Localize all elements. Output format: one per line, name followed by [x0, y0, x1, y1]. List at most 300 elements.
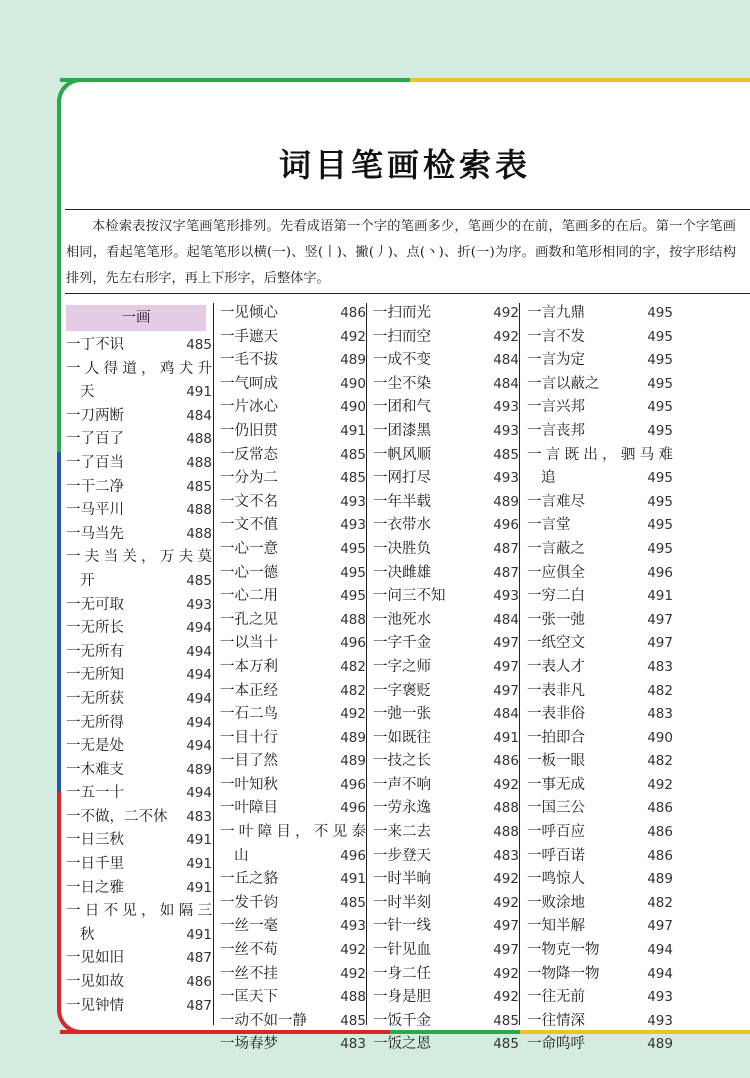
entry-word: 一马当先 — [66, 525, 124, 542]
entry-word: 一石二鸟 — [220, 706, 278, 723]
entry-page-number: 483 — [340, 1036, 366, 1053]
index-entry — [66, 523, 212, 547]
entry-page-number: 496 — [340, 800, 366, 817]
index-entry — [373, 538, 519, 562]
index-entry — [373, 585, 519, 609]
entry-word-line2: 开 — [80, 572, 95, 589]
index-entry — [527, 986, 673, 1010]
entry-page-number: 496 — [647, 564, 673, 581]
index-column-4 — [527, 302, 673, 1057]
entry-word: 一张一弛 — [527, 611, 585, 628]
index-entry — [527, 680, 673, 704]
entry-page-number: 492 — [493, 776, 519, 793]
entry-page-number: 489 — [340, 352, 366, 369]
entry-page-number: 485 — [340, 894, 366, 911]
entry-page-number: 482 — [340, 682, 366, 699]
entry-page-number: 487 — [186, 950, 212, 967]
entry-word: 一片冰心 — [220, 399, 278, 416]
index-entry — [220, 821, 366, 868]
entry-page-number: 497 — [647, 918, 673, 935]
index-entry — [527, 491, 673, 515]
entry-word: 一五一十 — [66, 785, 124, 802]
entry-page-number: 492 — [493, 871, 519, 888]
index-entry — [527, 420, 673, 444]
index-entry — [527, 302, 673, 326]
index-entry — [220, 868, 366, 892]
entry-word: 一问三不知 — [373, 588, 446, 605]
index-entry — [527, 774, 673, 798]
entry-word: 一干二净 — [66, 478, 124, 495]
entry-page-number: 495 — [340, 540, 366, 557]
entry-page-number: 486 — [340, 305, 366, 321]
entry-page-number: 489 — [340, 753, 366, 770]
top-border-green — [60, 78, 410, 82]
entry-word: 一言兴邦 — [527, 399, 585, 416]
index-entry — [373, 514, 519, 538]
entry-page-number: 493 — [186, 596, 212, 613]
entry-page-number: 497 — [493, 658, 519, 675]
entry-page-number: 485 — [186, 337, 212, 353]
entry-page-number: 495 — [647, 540, 673, 557]
index-column-1 — [66, 302, 212, 1018]
index-entry — [220, 963, 366, 987]
entry-word: 一团漆黑 — [373, 422, 431, 439]
index-entry — [527, 349, 673, 373]
entry-page-number: 488 — [340, 611, 366, 628]
entry-word: 一本万利 — [220, 658, 278, 675]
index-entry — [373, 632, 519, 656]
entry-page-number: 485 — [493, 1036, 519, 1053]
entry-page-number: 486 — [647, 824, 673, 841]
entry-word: 一木难支 — [66, 761, 124, 778]
entry-word: 一丝不挂 — [220, 965, 278, 982]
entry-word: 一身是胆 — [373, 989, 431, 1006]
entry-page-number: 496 — [340, 635, 366, 652]
entry-page-number: 493 — [340, 517, 366, 534]
index-column-2 — [220, 302, 366, 1057]
entry-word: 一孔之见 — [220, 611, 278, 628]
entry-page-number: 494 — [186, 643, 212, 660]
entry-word: 一反常态 — [220, 446, 278, 463]
entry-word: 一文不名 — [220, 493, 278, 510]
entry-page-number: 495 — [340, 588, 366, 605]
entry-word: 一目十行 — [220, 729, 278, 746]
index-entry — [66, 712, 212, 736]
intro-bottom-rule — [65, 293, 750, 294]
entry-word: 一见如旧 — [66, 950, 124, 967]
entry-page-number: 492 — [647, 776, 673, 793]
index-entry — [66, 995, 212, 1019]
section-heading: 一画 — [66, 305, 206, 331]
index-entry — [220, 491, 366, 515]
entry-page-number: 491 — [186, 856, 212, 873]
entry-word: 一表非俗 — [527, 706, 585, 723]
index-entry — [527, 562, 673, 586]
entry-page-number: 497 — [493, 682, 519, 699]
entry-word: 一物克一物 — [527, 942, 600, 959]
index-entry — [373, 420, 519, 444]
index-entry — [220, 680, 366, 704]
entry-page-number: 489 — [493, 493, 519, 510]
entry-page-number: 490 — [340, 375, 366, 392]
index-entry — [373, 963, 519, 987]
index-entry — [220, 420, 366, 444]
entry-page-number: 494 — [186, 738, 212, 755]
index-entry — [220, 444, 366, 468]
index-entry — [66, 759, 212, 783]
entry-page-number: 488 — [186, 454, 212, 471]
entry-page-number: 488 — [493, 824, 519, 841]
entry-page-number: 493 — [647, 1012, 673, 1029]
entry-word: 一决胜负 — [373, 540, 431, 557]
index-entry — [66, 594, 212, 618]
entry-page-number: 488 — [493, 800, 519, 817]
entry-page-number: 488 — [186, 502, 212, 519]
index-entry — [373, 774, 519, 798]
index-entry — [220, 892, 366, 916]
index-entry — [220, 349, 366, 373]
entry-word: 一刀两断 — [66, 407, 124, 424]
intro-paragraph: 本检索表按汉字笔画笔形排列。先看成语第一个字的笔画多少，笔画少的在前，笔画多的在后。第一个字笔画相同，看起笔笔形。起笔笔形以横(一)、竖(丨)、撇(丿)、点(丶)、折(一)为序。画数和笔形相同的字，按字形结构排列，先左右形字，再上下形字，后整体字。 — [66, 219, 736, 286]
entry-page-number: 482 — [647, 753, 673, 770]
entry-word: 一字之师 — [373, 658, 431, 675]
index-entry — [373, 562, 519, 586]
index-entry — [527, 797, 673, 821]
index-entry — [220, 986, 366, 1010]
entry-page-number: 484 — [493, 706, 519, 723]
entry-page-number: 494 — [186, 667, 212, 684]
index-entry — [373, 727, 519, 751]
entry-word: 一匡天下 — [220, 989, 278, 1006]
entry-word: 一无所有 — [66, 643, 124, 660]
entry-page-number: 491 — [186, 384, 212, 401]
index-entry — [66, 641, 212, 665]
index-entry — [66, 877, 212, 901]
index-entry — [527, 915, 673, 939]
entry-word: 一心一意 — [220, 540, 278, 557]
entry-word: 一无是处 — [66, 738, 124, 755]
index-entry — [373, 821, 519, 845]
entry-word: 一团和气 — [373, 399, 431, 416]
entry-word: 一物降一物 — [527, 965, 600, 982]
entry-word-line1: 一叶障目，不见泰 — [220, 824, 366, 841]
entry-word: 一如既往 — [373, 729, 431, 746]
index-entry — [527, 373, 673, 397]
entry-word: 一言蔽之 — [527, 540, 585, 557]
entry-word: 一毛不拔 — [220, 352, 278, 369]
entry-word-line2: 山 — [234, 847, 249, 864]
entry-word: 一心二用 — [220, 588, 278, 605]
left-border-red — [57, 792, 61, 1012]
entry-page-number: 488 — [340, 989, 366, 1006]
entry-page-number: 483 — [647, 706, 673, 723]
index-entry — [66, 546, 212, 593]
entry-word: 一无所长 — [66, 620, 124, 637]
entry-page-number: 486 — [493, 753, 519, 770]
entry-page-number: 487 — [493, 564, 519, 581]
entry-word: 一劳永逸 — [373, 800, 431, 817]
entry-word: 一技之长 — [373, 753, 431, 770]
index-entry — [373, 892, 519, 916]
entry-page-number: 493 — [340, 493, 366, 510]
entry-word: 一无可取 — [66, 596, 124, 613]
entry-word: 一尘不染 — [373, 375, 431, 392]
index-entry — [527, 868, 673, 892]
entry-word: 一场春梦 — [220, 1036, 278, 1053]
entry-word: 一弛一张 — [373, 706, 431, 723]
entry-word: 一言难尽 — [527, 493, 585, 510]
index-entry — [66, 853, 212, 877]
entry-page-number: 483 — [647, 658, 673, 675]
index-entry — [373, 797, 519, 821]
index-entry — [527, 1010, 673, 1034]
index-entry — [66, 782, 212, 806]
index-entry — [66, 358, 212, 405]
entry-page-number: 487 — [493, 540, 519, 557]
index-entry — [66, 900, 212, 947]
entry-page-number: 493 — [493, 399, 519, 416]
index-entry — [66, 405, 212, 429]
index-entry — [373, 444, 519, 468]
entry-word-line2: 追 — [541, 470, 556, 487]
entry-word: 一无所得 — [66, 714, 124, 731]
entry-page-number: 483 — [186, 808, 212, 825]
index-entry — [373, 1010, 519, 1034]
index-entry — [220, 585, 366, 609]
entry-word: 一丘之貉 — [220, 871, 278, 888]
entry-word: 一分为二 — [220, 470, 278, 487]
index-entry — [220, 326, 366, 350]
entry-page-number: 497 — [647, 635, 673, 652]
index-entry — [66, 428, 212, 452]
entry-page-number: 485 — [340, 446, 366, 463]
index-entry — [373, 302, 519, 326]
page-title: 词目笔画检索表 — [278, 146, 531, 184]
index-entry — [220, 396, 366, 420]
entry-page-number: 494 — [186, 690, 212, 707]
entry-page-number: 493 — [493, 470, 519, 487]
entry-page-number: 485 — [340, 1012, 366, 1029]
entry-page-number: 486 — [647, 847, 673, 864]
entry-page-number: 494 — [186, 785, 212, 802]
entry-page-number: 495 — [647, 470, 673, 487]
entry-page-number: 484 — [493, 611, 519, 628]
index-entry — [66, 476, 212, 500]
index-column-3 — [373, 302, 519, 1057]
entry-word: 一言不发 — [527, 328, 585, 345]
entry-word: 一鸣惊人 — [527, 871, 585, 888]
entry-page-number: 491 — [186, 832, 212, 849]
index-entry — [220, 915, 366, 939]
index-entry — [66, 688, 212, 712]
entry-page-number: 491 — [647, 588, 673, 605]
entry-page-number: 493 — [340, 918, 366, 935]
entry-word: 一步登天 — [373, 847, 431, 864]
entry-word: 一饭之恩 — [373, 1036, 431, 1053]
index-entry — [220, 727, 366, 751]
index-entry — [373, 845, 519, 869]
entry-word: 一命呜呼 — [527, 1036, 585, 1053]
entry-word: 一丝不苟 — [220, 942, 278, 959]
entry-page-number: 496 — [340, 847, 366, 864]
entry-page-number: 489 — [340, 729, 366, 746]
entry-word: 一板一眼 — [527, 753, 585, 770]
entry-word: 一饭千金 — [373, 1012, 431, 1029]
index-entry — [527, 892, 673, 916]
entry-word-line1: 一夫当关，万夫莫 — [66, 549, 212, 566]
entry-page-number: 485 — [493, 1012, 519, 1029]
index-entry — [220, 750, 366, 774]
entry-word-line1: 一日不见，如隔三 — [66, 903, 212, 920]
entry-word: 一手遮天 — [220, 328, 278, 345]
entry-page-number: 492 — [340, 706, 366, 723]
entry-page-number: 495 — [647, 375, 673, 392]
entry-word: 一言为定 — [527, 352, 585, 369]
entry-page-number: 495 — [647, 493, 673, 510]
entry-word: 一言堂 — [527, 517, 571, 534]
entry-word: 一纸空文 — [527, 635, 585, 652]
entry-page-number: 496 — [340, 776, 366, 793]
entry-word-line1: 一言既出，驷马难 — [527, 446, 673, 463]
entry-word: 一呼百诺 — [527, 847, 585, 864]
entry-word: 一日三秋 — [66, 832, 124, 849]
entry-page-number: 495 — [647, 328, 673, 345]
entry-page-number: 496 — [493, 517, 519, 534]
entry-page-number: 485 — [340, 470, 366, 487]
column-divider — [366, 303, 367, 1025]
entry-word: 一见倾心 — [220, 305, 278, 321]
entry-page-number: 493 — [647, 989, 673, 1006]
index-entry — [527, 632, 673, 656]
index-entry — [66, 452, 212, 476]
entry-word: 一字褒贬 — [373, 682, 431, 699]
entry-page-number: 484 — [493, 375, 519, 392]
entry-word-line1: 一人得道，鸡犬升 — [66, 360, 212, 377]
entry-word: 一言九鼎 — [527, 305, 585, 321]
entry-page-number: 491 — [186, 926, 212, 943]
index-entry — [527, 656, 673, 680]
entry-word-line2: 天 — [80, 384, 95, 401]
entry-page-number: 483 — [493, 847, 519, 864]
intro-top-rule — [65, 209, 750, 210]
entry-word: 一丁不识 — [66, 337, 124, 353]
index-entry — [527, 326, 673, 350]
entry-page-number: 486 — [186, 974, 212, 991]
left-border-blue — [57, 452, 61, 792]
index-entry — [220, 632, 366, 656]
entry-page-number: 493 — [493, 422, 519, 439]
entry-word-line2: 秋 — [80, 926, 95, 943]
entry-word: 一心一德 — [220, 564, 278, 581]
entry-word: 一无所获 — [66, 690, 124, 707]
entry-word: 一无所知 — [66, 667, 124, 684]
entry-page-number: 492 — [340, 965, 366, 982]
entry-word: 一决雌雄 — [373, 564, 431, 581]
index-entry — [527, 514, 673, 538]
entry-word: 一见如故 — [66, 974, 124, 991]
entry-page-number: 492 — [493, 328, 519, 345]
entry-page-number: 491 — [493, 729, 519, 746]
entry-word: 一见钟情 — [66, 997, 124, 1014]
entry-word: 一声不响 — [373, 776, 431, 793]
index-entry — [373, 656, 519, 680]
entry-word: 一马平川 — [66, 502, 124, 519]
entry-page-number: 489 — [647, 1036, 673, 1053]
entry-word: 一扫而空 — [373, 328, 431, 345]
entry-page-number: 491 — [186, 879, 212, 896]
index-entry — [527, 727, 673, 751]
index-entry — [373, 396, 519, 420]
entry-page-number: 482 — [647, 894, 673, 911]
index-entry — [373, 373, 519, 397]
entry-word: 一往情深 — [527, 1012, 585, 1029]
entry-page-number: 492 — [340, 328, 366, 345]
entry-page-number: 495 — [340, 564, 366, 581]
entry-page-number: 487 — [186, 997, 212, 1014]
entry-word: 一呼百应 — [527, 824, 585, 841]
entry-word: 一表非凡 — [527, 682, 585, 699]
entry-word: 一言丧邦 — [527, 422, 585, 439]
index-entry — [527, 1033, 673, 1057]
entry-page-number: 485 — [186, 478, 212, 495]
entry-word: 一丝一毫 — [220, 918, 278, 935]
index-entry — [527, 845, 673, 869]
entry-page-number: 482 — [340, 658, 366, 675]
entry-page-number: 488 — [186, 431, 212, 448]
entry-word: 一往无前 — [527, 989, 585, 1006]
entry-page-number: 492 — [493, 305, 519, 321]
entry-page-number: 486 — [647, 800, 673, 817]
index-entry — [66, 334, 212, 358]
column-divider — [519, 303, 520, 1025]
index-entry — [373, 868, 519, 892]
entry-page-number: 488 — [186, 525, 212, 542]
entry-word: 一穷二白 — [527, 588, 585, 605]
entry-page-number: 491 — [340, 422, 366, 439]
entry-word: 一应俱全 — [527, 564, 585, 581]
index-entry — [373, 986, 519, 1010]
entry-word: 一字千金 — [373, 635, 431, 652]
entry-word: 一网打尽 — [373, 470, 431, 487]
index-entry — [66, 499, 212, 523]
entry-page-number: 497 — [493, 942, 519, 959]
entry-page-number: 490 — [340, 399, 366, 416]
entry-page-number: 495 — [647, 352, 673, 369]
entry-word: 一身二任 — [373, 965, 431, 982]
index-entry — [220, 1033, 366, 1057]
entry-word: 一针见血 — [373, 942, 431, 959]
entry-page-number: 485 — [186, 572, 212, 589]
index-entry — [220, 703, 366, 727]
entry-word: 一以当十 — [220, 635, 278, 652]
entry-word: 一文不值 — [220, 517, 278, 534]
entry-word: 一发千钧 — [220, 894, 278, 911]
entry-word: 一本正经 — [220, 682, 278, 699]
entry-word: 一国三公 — [527, 800, 585, 817]
entry-page-number: 484 — [186, 407, 212, 424]
index-entry — [220, 797, 366, 821]
entry-word: 一叶知秋 — [220, 776, 278, 793]
entry-word: 一扫而光 — [373, 305, 431, 321]
entry-word: 一了百了 — [66, 431, 124, 448]
index-entry — [220, 1010, 366, 1034]
index-entry — [220, 373, 366, 397]
entry-page-number: 493 — [493, 588, 519, 605]
entry-page-number: 497 — [493, 635, 519, 652]
entry-word: 一拍即合 — [527, 729, 585, 746]
entry-page-number: 497 — [493, 918, 519, 935]
index-entry — [220, 939, 366, 963]
